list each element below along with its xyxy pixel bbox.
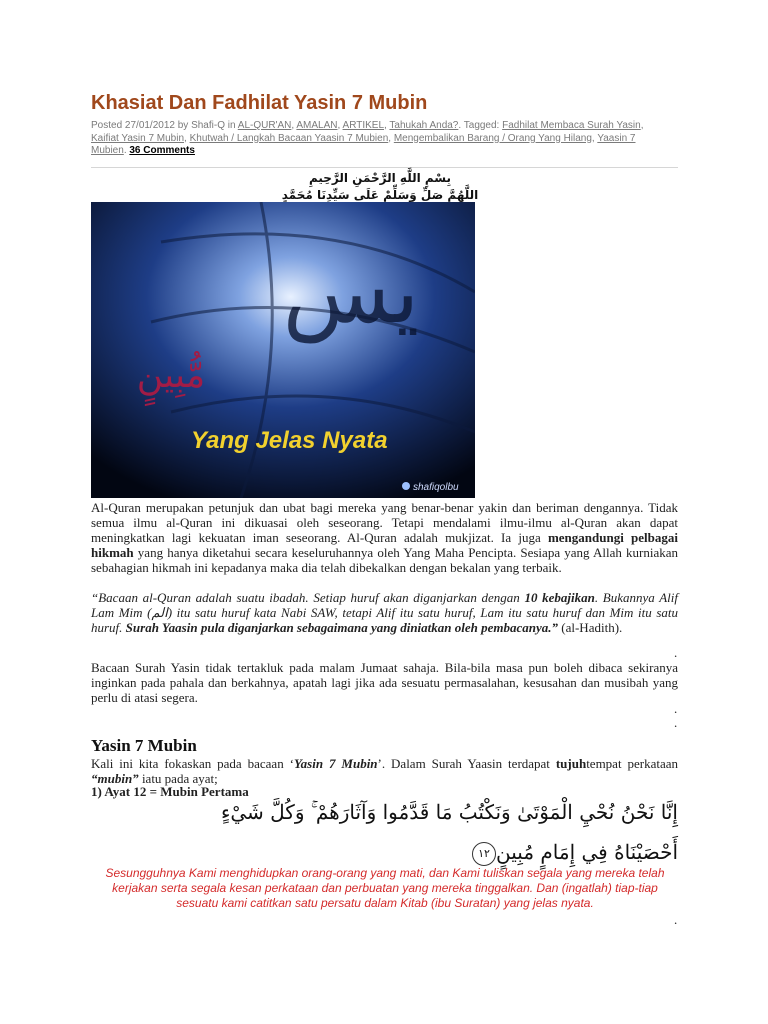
meta-tagged-label: . Tagged: [458, 120, 503, 131]
category-link[interactable]: Tahukah Anda? [389, 120, 459, 131]
title-divider [91, 167, 678, 168]
hero-watermark: shafiqolbu [413, 482, 459, 493]
verse-translation: Sesungguhnya Kami menghidupkan orang-orang yang mati, dan Kami tuliskan segala yang mereka telah kerjakan serta segala kesan perkataan dan perbuatan yang mereka tinggalkan. Dan (ingatlah) tiap-tiap sesuatu kami catitkan satu persatu dalam Kitab (ibu Suratan) yang jelas nyata. [105, 866, 665, 910]
tag-link[interactable]: Yaasin 7 Mubien [91, 132, 636, 156]
tag-link[interactable]: Khutwah / Langkah Bacaan Yaasin 7 Mubien [189, 132, 389, 144]
category-link[interactable]: AMALAN [296, 120, 338, 131]
comments-link[interactable]: 36 Comments [129, 145, 195, 156]
hero-bg-arabic: يس [282, 240, 420, 343]
basmala-line: بِسْمِ اللَّهِ الرَّحْمَنِ الرَّحِيمِ [308, 171, 452, 185]
category-link[interactable]: ARTIKEL [342, 120, 385, 131]
section-paragraph: Kali ini kita fokaskan pada bacaan ‘Yasin 7 Mubin’. Dalam Surah Yaasin terdapat tujuhtempat perkataan “mubin” iatu pada ayat; [91, 756, 678, 786]
hadith-quote: “Bacaan al-Quran adalah suatu ibadah. Setiap huruf akan diganjarkan dengan 10 kebajikan. Bukannya Alif Lam Mim (الم) itu satu huruf kata Nabi SAW, tetapi Alif itu satu huruf, Lam itu satu huruf dan Mim itu satu huruf. Surah Yaasin pula diganjarkan sebagaimana yang diniatkan oleh pembacanya.” (al-Hadith). [91, 590, 679, 635]
quran-verse-line: أَحْصَيْنَاهُ فِي إِمَامٍ مُبِينٍ١٢ [464, 840, 678, 866]
watermark-icon [402, 482, 410, 490]
meta-posted: Posted 27/01/2012 by Shafi-Q in [91, 120, 238, 131]
post-title[interactable]: Khasiat Dan Fadhilat Yasin 7 Mubin [91, 92, 428, 114]
tag-link[interactable]: Kaifiat Yasin 7 Mubin [91, 132, 185, 144]
category-link[interactable]: AL-QUR'AN [237, 120, 292, 131]
separator-dot: . [674, 715, 678, 730]
intro-paragraph: Al-Quran merupakan petunjuk dan ubat bagi mereka yang benar-benar yakin dan beriman dengannya. Tidak semua ilmu al-Quran ini dikuasai oleh seseorang. Tetapi mendalami ilmu-ilmu al-Quran akan dapat meningkatkan lagi kekuatan iman seseorang. Al-Quran adalah mukjizat. Ia juga mengandungi pelbagai hikmah yang hanya diketahui secara keseluruhannya oleh Yang Maha Pencipta. Sesiapa yang Allah kurniakan sebahagian hikmah ini kepadanya maka dia telah dibekalkan dengan bekalan yang terbaik. [91, 500, 678, 575]
separator-dot: . [674, 645, 678, 660]
separator-dot: . [674, 912, 678, 927]
hero-arabic-word: مُّبِينٍ [136, 355, 206, 396]
yasin-paragraph: Bacaan Surah Yasin tidak tertakluk pada malam Jumaat sahaja. Bila-bila masa pun boleh dibaca sekiranya inginkan pada pahala dan berkahnya, apatah lagi jika ada sesuatu permasalahan, kesusahan dan musibah yang perlu di atasi segera. [91, 660, 678, 705]
quran-verse-line: إِنَّا نَحْنُ نُحْيِ الْمَوْتَىٰ وَنَكْتُبُ مَا قَدَّمُوا وَآثَارَهُمْ ۚ وَكُلَّ شَيْءٍ [220, 800, 678, 824]
salawat-line: اللَّهُمَّ صَلِّ وَسَلِّمْ عَلَى سَيِّدِنَا مُحَمَّدٍ [281, 188, 479, 202]
post-meta: Posted 27/01/2012 by Shafi-Q in AL-QUR'AN, AMALAN, ARTIKEL, Tahukah Anda?. Tagged: Fadhilat Membaca Surah Yasin, Kaifiat Yasin 7 Mubin, Khutwah / Langkah Bacaan Yaasin 7 Mubien, Mengembalikan Barang / Orang Yang Hilang, Yaasin 7 Mubien. 36 Comments [91, 120, 644, 156]
section-heading: Yasin 7 Mubin [91, 736, 197, 755]
ayat-title: 1) Ayat 12 = Mubin Pertama [91, 784, 249, 799]
tag-link[interactable]: Fadhilat Membaca Surah Yasin [502, 120, 641, 131]
tag-link[interactable]: Mengembalikan Barang / Orang Yang Hilang [393, 132, 592, 144]
hero-image [91, 202, 475, 498]
hero-caption: Yang Jelas Nyata [191, 427, 388, 454]
ayah-number-icon: ١٢ [472, 842, 496, 866]
separator-dot: . [674, 701, 678, 716]
